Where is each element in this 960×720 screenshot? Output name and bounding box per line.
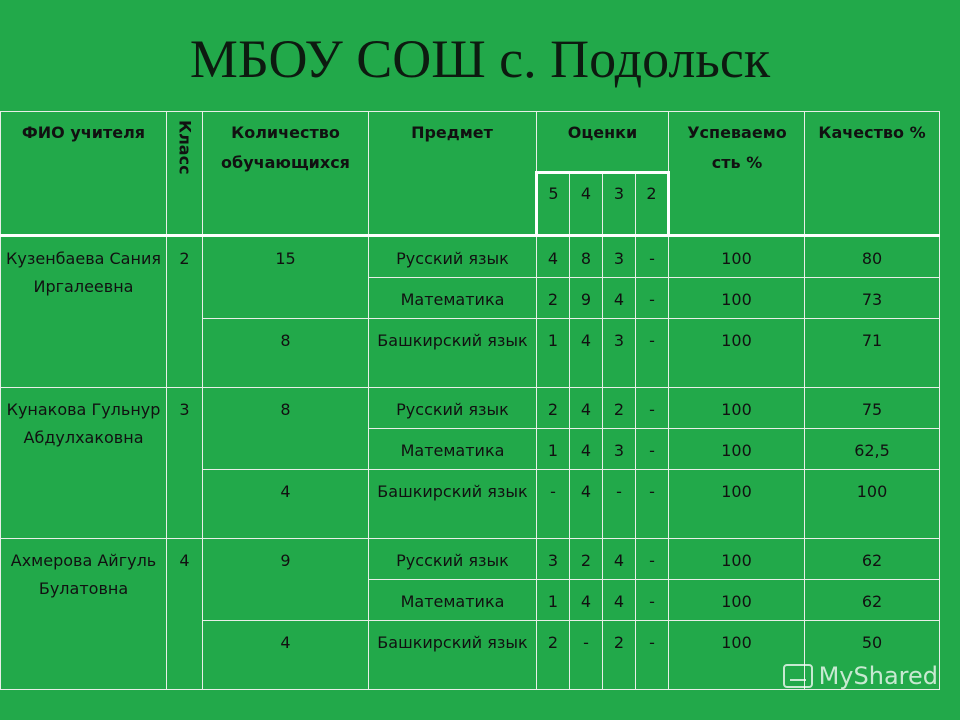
students-count: 4 (203, 470, 369, 539)
header-quality: Качество % (805, 112, 940, 236)
quality-cell: 50 (805, 621, 940, 690)
mark-3-cell: 2 (603, 388, 636, 429)
page-title: МБОУ СОШ с. Подольск (189, 29, 771, 89)
mark-5-cell: 2 (537, 278, 570, 319)
class-number: 3 (167, 388, 203, 539)
subject-cell: Русский язык (369, 236, 537, 278)
watermark-text: MyShared (818, 662, 938, 690)
subject-cell: Математика (369, 580, 537, 621)
results-table (0, 111, 940, 690)
progress-cell: 100 (669, 319, 805, 388)
mark-5-cell: 3 (537, 539, 570, 580)
mark-4-cell: 9 (570, 278, 603, 319)
progress-cell: 100 (669, 470, 805, 539)
progress-cell: 100 (669, 580, 805, 621)
mark-4-cell: 4 (570, 388, 603, 429)
mark-2-cell: - (636, 388, 669, 429)
header-mark-5: 5 (537, 173, 570, 236)
mark-5-cell: 1 (537, 580, 570, 621)
students-count: 15 (203, 236, 369, 319)
progress-cell: 100 (669, 278, 805, 319)
header-marks: Оценки (537, 112, 669, 173)
watermark (783, 662, 938, 690)
mark-4-cell: - (570, 621, 603, 690)
mark-5-cell: 1 (537, 319, 570, 388)
progress-cell: 100 (669, 539, 805, 580)
quality-cell: 75 (805, 388, 940, 429)
teacher-name: Ахмерова Айгуль Булатовна (1, 539, 167, 690)
progress-cell: 100 (669, 429, 805, 470)
header-mark-2: 2 (636, 173, 669, 236)
table-row (1, 388, 940, 429)
quality-cell: 62,5 (805, 429, 940, 470)
mark-3-cell: 3 (603, 236, 636, 278)
quality-cell: 62 (805, 539, 940, 580)
subject-cell: Математика (369, 429, 537, 470)
quality-cell: 71 (805, 319, 940, 388)
mark-4-cell: 8 (570, 236, 603, 278)
mark-2-cell: - (636, 319, 669, 388)
quality-cell: 100 (805, 470, 940, 539)
mark-5-cell: 1 (537, 429, 570, 470)
header-teacher: ФИО учителя (1, 112, 167, 236)
mark-4-cell: 4 (570, 429, 603, 470)
header-class-label: Класс (175, 120, 195, 175)
table-row (1, 539, 940, 580)
progress-cell: 100 (669, 236, 805, 278)
mark-3-cell: 4 (603, 580, 636, 621)
mark-2-cell: - (636, 539, 669, 580)
header-students-count: Количество обучающихся (203, 112, 369, 236)
students-count: 4 (203, 621, 369, 690)
teacher-name: Кузенбаева Сания Иргалеевна (1, 236, 167, 388)
class-number: 4 (167, 539, 203, 690)
mark-2-cell: - (636, 470, 669, 539)
students-count: 9 (203, 539, 369, 621)
teacher-name: Кунакова Гульнур Абдулхаковна (1, 388, 167, 539)
mark-3-cell: 3 (603, 319, 636, 388)
header-mark-3: 3 (603, 173, 636, 236)
mark-2-cell: - (636, 236, 669, 278)
mark-3-cell: 2 (603, 621, 636, 690)
subject-cell: Башкирский язык (369, 319, 537, 388)
mark-5-cell: 2 (537, 388, 570, 429)
mark-5-cell: 2 (537, 621, 570, 690)
presentation-icon (783, 664, 813, 688)
mark-3-cell: - (603, 470, 636, 539)
progress-cell: 100 (669, 388, 805, 429)
mark-2-cell: - (636, 580, 669, 621)
mark-3-cell: 3 (603, 429, 636, 470)
quality-cell: 62 (805, 580, 940, 621)
progress-cell: 100 (669, 621, 805, 690)
mark-2-cell: - (636, 278, 669, 319)
mark-5-cell: 4 (537, 236, 570, 278)
mark-3-cell: 4 (603, 539, 636, 580)
subject-cell: Башкирский язык (369, 470, 537, 539)
header-subject: Предмет (369, 112, 537, 236)
header-mark-4: 4 (570, 173, 603, 236)
table-header-row (1, 112, 940, 173)
mark-5-cell: - (537, 470, 570, 539)
mark-4-cell: 4 (570, 470, 603, 539)
mark-4-cell: 4 (570, 319, 603, 388)
subject-cell: Русский язык (369, 388, 537, 429)
students-count: 8 (203, 319, 369, 388)
subject-cell: Русский язык (369, 539, 537, 580)
table-row (1, 236, 940, 278)
header-class (167, 112, 203, 236)
mark-4-cell: 2 (570, 539, 603, 580)
quality-cell: 73 (805, 278, 940, 319)
mark-2-cell: - (636, 621, 669, 690)
mark-3-cell: 4 (603, 278, 636, 319)
mark-2-cell: - (636, 429, 669, 470)
class-number: 2 (167, 236, 203, 388)
subject-cell: Башкирский язык (369, 621, 537, 690)
mark-4-cell: 4 (570, 580, 603, 621)
quality-cell: 80 (805, 236, 940, 278)
header-progress: Успеваемо сть % (669, 112, 805, 236)
students-count: 8 (203, 388, 369, 470)
subject-cell: Математика (369, 278, 537, 319)
